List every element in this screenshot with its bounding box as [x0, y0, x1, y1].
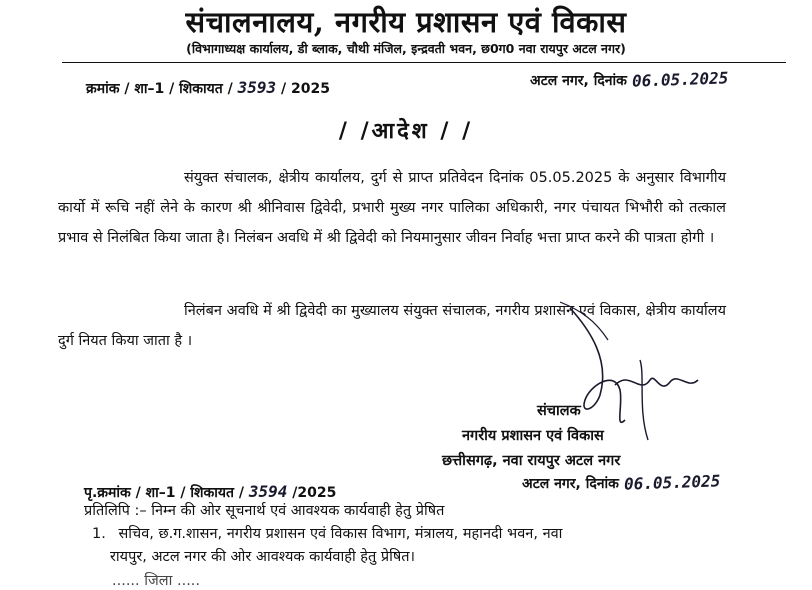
endorsement-prefix: पृ.क्रमांक / शा–1 / शिकायत /: [84, 485, 244, 501]
signatory-designation: संचालक: [537, 403, 581, 419]
order-heading: / /आदेश / /: [338, 119, 474, 144]
endorsement-date: [522, 473, 720, 493]
order-date: [530, 70, 728, 90]
endorsement-suffix: /2025: [292, 485, 337, 501]
copy-to-item-1-line2: रायपुर, अटल नगर की ओर आवश्यक कार्यवाही हेतु प्रेषित।: [110, 549, 416, 565]
copy-to-item-1: [92, 523, 562, 543]
signatory-location: छत्तीसगढ़, नवा रायपुर अटल नगर: [442, 453, 621, 469]
endorsement-handwritten-number: 3594: [248, 482, 288, 501]
endorsement-date-label: अटल नगर, दिनांक: [522, 476, 619, 492]
handwritten-date: 06.05.2025: [631, 68, 729, 91]
copy-to-item-2-cut: ...... जिला .....: [112, 573, 201, 589]
reference-number: [86, 78, 330, 98]
order-paragraph-2: निलंबन अवधि में श्री द्विवेदी का मुख्यालय संयुक्त संचालक, नगरीय प्रशासन एवं विकास, क्षेत्रीय कार्यालय दुर्ग नियत किया जाता है ।: [58, 303, 726, 349]
reference-suffix: / 2025: [281, 81, 330, 97]
reference-handwritten-number: 3593: [237, 78, 277, 97]
copy-to-item-number: 1.: [92, 526, 106, 542]
endorsement-handwritten-date: 06.05.2025: [623, 471, 721, 494]
copy-to-item-text-line1: सचिव, छ.ग.शासन, नगरीय प्रशासन एवं विकास विभाग, मंत्रालय, महानदी भवन, नवा: [118, 526, 563, 542]
date-label: अटल नगर, दिनांक: [530, 73, 627, 89]
letterhead-rule: [62, 62, 786, 63]
signatory-department: नगरीय प्रशासन एवं विकास: [462, 428, 604, 444]
letterhead-title: संचालनालय, नगरीय प्रशासन एवं विकास: [185, 5, 627, 39]
reference-prefix: क्रमांक / शा–1 / शिकायत /: [86, 81, 233, 97]
endorsement-number: [84, 482, 336, 502]
letterhead-address: (विभागाध्यक्ष कार्यालय, डी ब्लाक, चौथी मंजिल, इन्द्रवती भवन, छ0ग0 नवा रायपुर अटल नगर): [186, 41, 626, 56]
copy-to-heading: प्रतिलिपि :– निम्न की ओर सूचनार्थ एवं आवश्यक कार्यवाही हेतु प्रेषित: [84, 503, 445, 519]
order-paragraph-1: संयुक्त संचालक, क्षेत्रीय कार्यालय, दुर्ग से प्राप्त प्रतिवेदन दिनांक 05.05.2025 के अनुसार विभागीय कार्यो में रूचि नहीं लेने के कारण श्री श्रीनिवास द्विवेदी, प्रभारी मुख्य नगर पालिका अधिकारी, नगर पंचायत भिभौरी को तत्काल प्रभाव से निलंबित किया जाता है। निलंबन अवधि में श्री द्विवेदी को नियमानुसार जीवन निर्वाह भत्ता प्राप्त करने की पात्रता होगी ।: [58, 170, 726, 246]
